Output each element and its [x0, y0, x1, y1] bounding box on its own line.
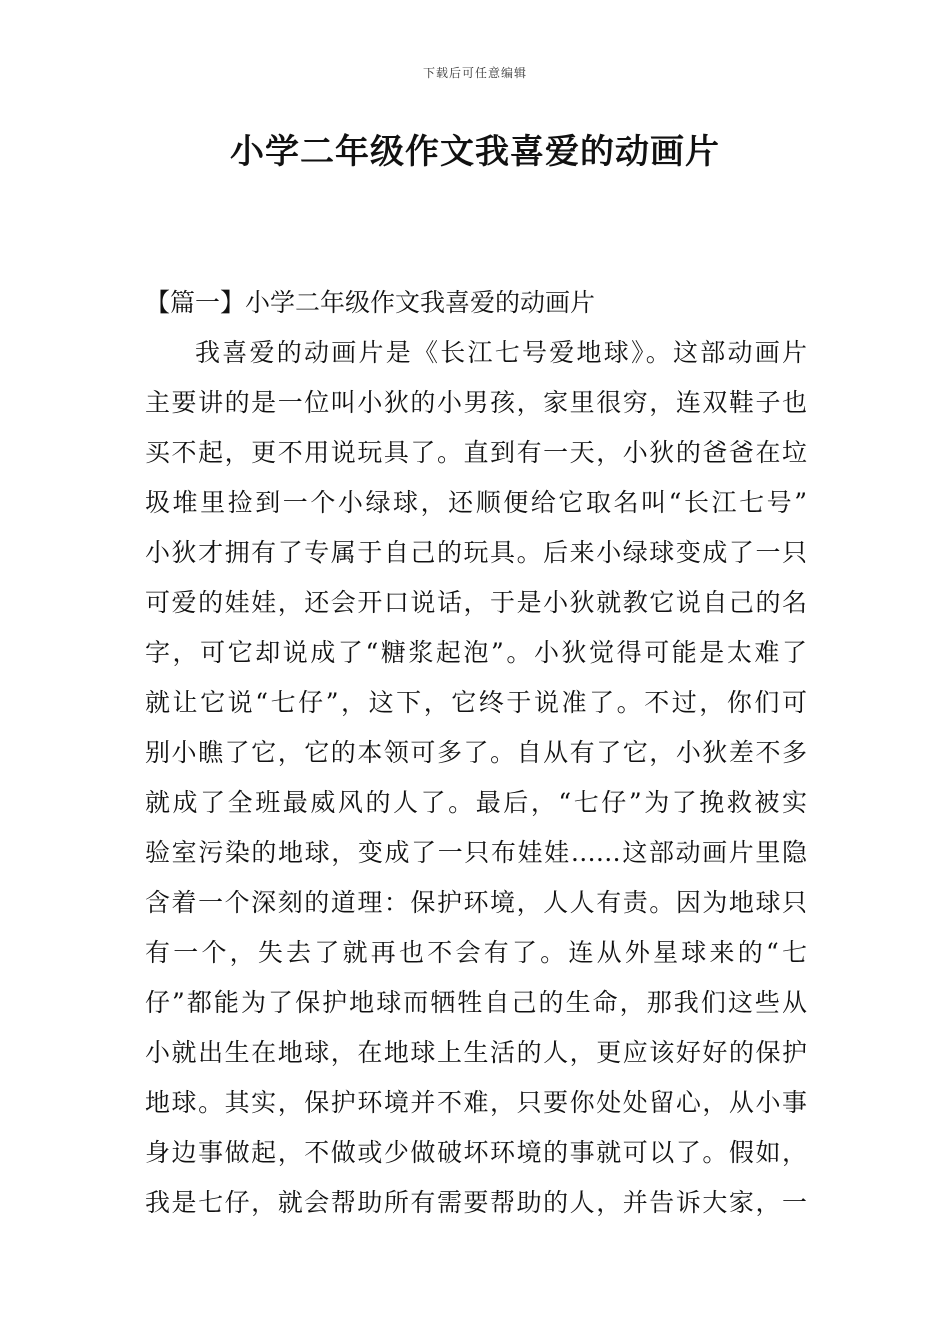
document-title: 小学二年级作文我喜爱的动画片: [230, 132, 720, 172]
body-line: 有一个，失去了就再也不会有了。连从外星球来的“七: [145, 938, 807, 967]
body-line: 圾堆里捡到一个小绿球，还顺便给它取名叫“长江七号”: [145, 488, 807, 517]
body-line: 小就出生在地球，在地球上生活的人，更应该好好的保护: [145, 1038, 807, 1067]
body-line: 小狄才拥有了专属于自己的玩具。后来小绿球变成了一只: [145, 538, 807, 567]
body-line: 主要讲的是一位叫小狄的小男孩，家里很穷，连双鞋子也: [145, 388, 807, 417]
document-body: [145, 278, 807, 1228]
body-line: 可爱的娃娃，还会开口说话，于是小狄就教它说自己的名: [145, 588, 807, 617]
body-line: 地球。其实，保护环境并不难，只要你处处留心，从小事: [145, 1088, 807, 1117]
body-line: 身边事做起，不做或少做破坏环境的事就可以了。假如，: [145, 1138, 807, 1167]
page-header-note: 下载后可任意编辑: [422, 66, 527, 80]
body-line: 就让它说“七仔”，这下，它终于说准了。不过，你们可: [145, 688, 807, 717]
section-heading: 【篇一】小学二年级作文我喜爱的动画片: [145, 288, 596, 317]
body-line: 别小瞧了它，它的本领可多了。自从有了它，小狄差不多: [145, 738, 807, 767]
body-line: 我喜爱的动画片是《长江七号爱地球》。这部动画片: [195, 338, 807, 367]
body-line: 验室污染的地球，变成了一只布娃娃……这部动画片里隐: [145, 838, 807, 867]
body-line: 含着一个深刻的道理：保护环境，人人有责。因为地球只: [145, 888, 807, 917]
body-line: 仔”都能为了保护地球而牺牲自己的生命，那我们这些从: [145, 988, 807, 1017]
body-line: 就成了全班最威风的人了。最后，“七仔”为了挽救被实: [145, 788, 807, 817]
body-line: 字，可它却说成了“糖浆起泡”。小狄觉得可能是太难了: [145, 638, 807, 667]
body-line: 买不起，更不用说玩具了。直到有一天，小狄的爸爸在垃: [145, 438, 807, 467]
body-line: 我是七仔，就会帮助所有需要帮助的人，并告诉大家，一: [145, 1188, 807, 1217]
